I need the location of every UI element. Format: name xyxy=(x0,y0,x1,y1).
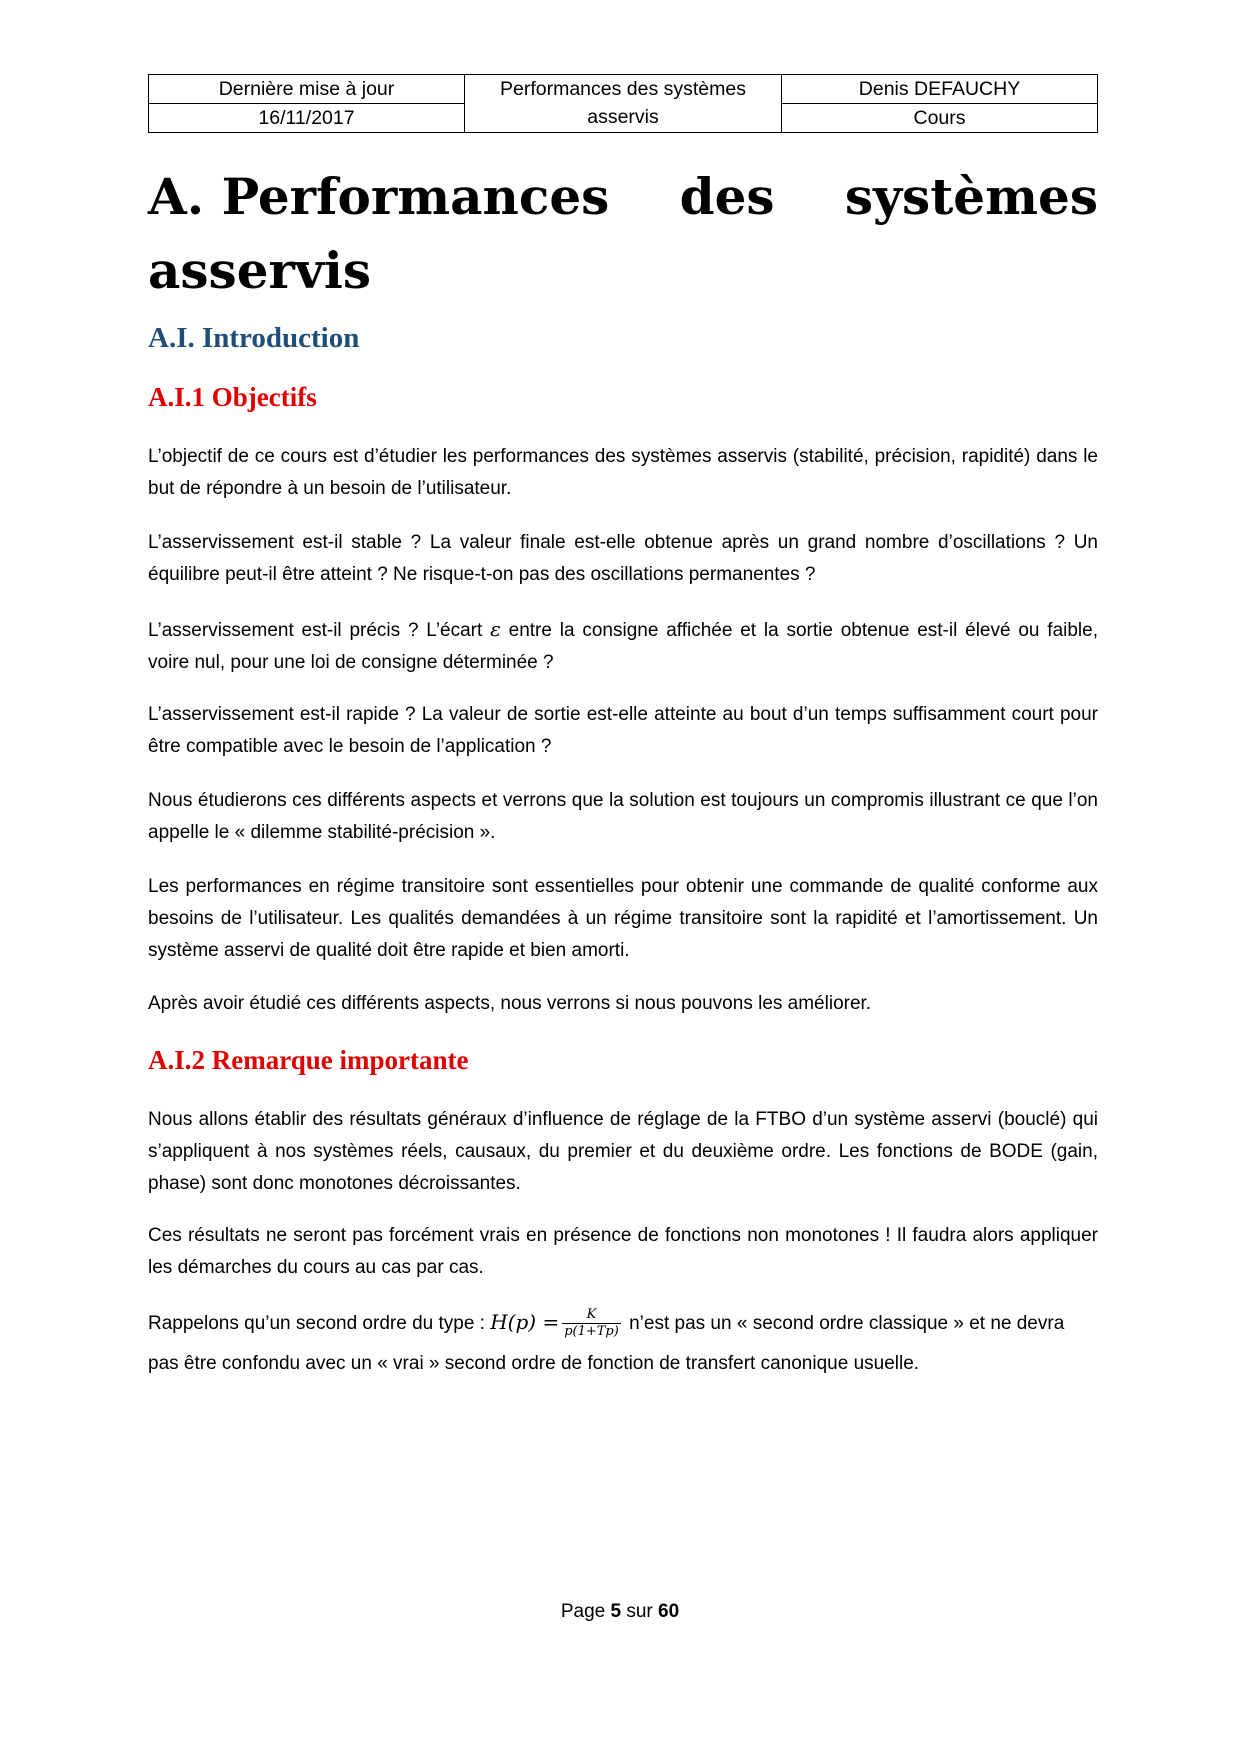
author-name: Denis DEFAUCHY xyxy=(782,75,1097,104)
title-word-3: systèmes xyxy=(844,167,1098,226)
title-word-2: des xyxy=(679,167,775,226)
text: Rappelons qu’un second ordre du type : xyxy=(148,1313,491,1334)
formula-lhs: H(p) = xyxy=(490,1310,560,1334)
subsection-heading-objectifs: A.I.1 Objectifs xyxy=(148,382,317,412)
section-heading: A.I. Introduction xyxy=(148,322,360,354)
paragraph: L’objectif de ce cours est d’étudier les performances des systèmes asservis (stabilité, précision, rapidité) dans le but de répondre à un besoin de l’utilisateur. xyxy=(148,446,1098,499)
paragraph-precision xyxy=(148,613,1098,679)
subsection-heading-remarque: A.I.2 Remarque importante xyxy=(148,1045,469,1075)
paragraph: Ces résultats ne seront pas forcément vrais en présence de fonctions non monotones ! Il faudra alors appliquer les démarches du cours au cas par cas. xyxy=(148,1225,1098,1278)
text: entre la consigne affichée et la sortie obtenue est-il élevé ou faible, voire nul, pour une loi de consigne déterminée ? xyxy=(148,620,1098,673)
paragraph: Les performances en régime transitoire sont essentielles pour obtenir une commande de qualité conforme aux besoins de l’utilisateur. Les qualités demandées à un régime transitoire sont la rapidité et l’amortissement. Un système asservi de qualité doit être rapide et bien amorti. xyxy=(148,876,1098,961)
title-line-2: asservis xyxy=(148,241,372,300)
header-subject xyxy=(465,75,782,132)
text: L’asservissement est-il précis ? L’écart xyxy=(148,620,491,641)
update-date: 16/11/2017 xyxy=(149,104,465,132)
header-table xyxy=(148,74,1098,133)
paragraph: Après avoir étudié ces différents aspects, nous verrons si nous pouvons les améliorer. xyxy=(148,993,872,1014)
of-label: sur xyxy=(626,1601,653,1622)
title-word-1: A. Performances xyxy=(148,167,610,226)
paragraph: Nous allons établir des résultats généraux d’influence de réglage de la FTBO d’un système asservi (bouclé) qui s’appliquent à nos systèmes réels, causaux, du premier et du deuxième ordre. Les fonctions de BODE (gain, phase) sont donc monotones décroissantes. xyxy=(148,1109,1098,1194)
page-total: 60 xyxy=(658,1601,680,1622)
last-update-label: Dernière mise à jour xyxy=(149,75,465,104)
transfer-function-fraction xyxy=(562,1307,621,1340)
epsilon-symbol: ε xyxy=(490,617,501,641)
chapter-title xyxy=(148,160,1098,308)
subject-line2: asservis xyxy=(587,106,659,128)
fraction-denominator: p(1+Tp) xyxy=(564,1324,619,1340)
doc-type: Cours xyxy=(913,107,966,129)
text: n’est pas un « second ordre classique » et ne devra pas être confondu avec un « vrai » second ordre de fonction de transfert canonique usuelle. xyxy=(148,1313,1065,1374)
page-number: 5 xyxy=(610,1601,622,1622)
paragraph: Nous étudierons ces différents aspects et verrons que la solution est toujours un compromis illustrant ce que l’on appelle le « dilemme stabilité-précision ». xyxy=(148,790,1098,843)
paragraph: L’asservissement est-il stable ? La valeur finale est-elle obtenue après un grand nombre d’oscillations ? Un équilibre peut-il être atteint ? Ne risque-t-on pas des oscillations permanentes ? xyxy=(148,532,1098,585)
fraction-numerator: K xyxy=(562,1307,621,1324)
paragraph: L’asservissement est-il rapide ? La valeur de sortie est-elle atteinte au bout d’un temps suffisamment court pour être compatible avec le besoin de l’application ? xyxy=(148,704,1098,757)
page-label: Page xyxy=(560,1601,606,1622)
paragraph-formula xyxy=(148,1302,1098,1384)
subject-line1: Performances des systèmes xyxy=(499,78,746,100)
page-footer xyxy=(0,1599,1240,1625)
